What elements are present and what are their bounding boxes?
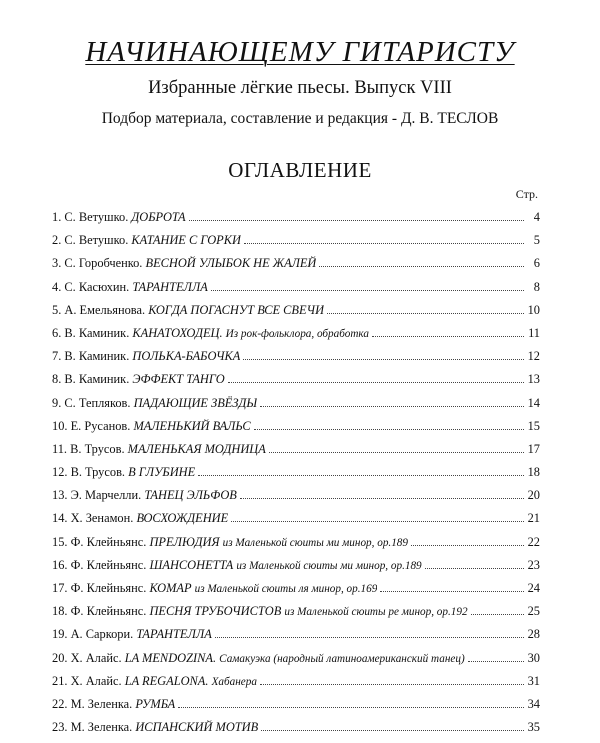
toc-entry-page: 23	[527, 557, 540, 572]
toc-entry-author: 18. Ф. Клейньянс.	[52, 604, 147, 619]
toc-entry-page: 14	[527, 395, 540, 410]
toc-entry[interactable]	[52, 720, 540, 743]
dot-leader	[178, 707, 524, 708]
dot-leader	[260, 406, 524, 407]
toc-entry-title: ТАРАНТЕЛЛА	[132, 279, 208, 294]
toc-entry-text	[52, 558, 422, 573]
toc-entry[interactable]	[52, 419, 540, 442]
dot-leader	[425, 568, 524, 569]
toc-entry-page: 5	[533, 233, 540, 248]
toc-entry-title: ШАНСОНЕТТА	[149, 557, 234, 572]
toc-entry-text	[52, 697, 175, 712]
toc-entry-author: 23. М. Зеленка.	[52, 720, 133, 735]
toc-entry[interactable]	[52, 349, 540, 372]
toc-entry-author: 12. В. Трусов.	[52, 465, 126, 480]
toc-entry-text	[52, 535, 408, 550]
toc-entry[interactable]	[52, 233, 540, 256]
toc-entry-title: КАТАНИЕ С ГОРКИ	[131, 233, 241, 248]
toc-entry[interactable]	[52, 442, 540, 465]
toc-entry-text	[52, 419, 251, 434]
toc-entry-author: 19. А. Саркори.	[52, 627, 134, 642]
toc-entry-text	[52, 349, 240, 364]
dot-leader	[240, 498, 524, 499]
dot-leader	[198, 475, 524, 476]
toc-entry-page: 28	[527, 627, 540, 642]
toc-entry[interactable]	[52, 465, 540, 488]
toc-entry-text	[52, 280, 208, 295]
toc-entry-page: 15	[527, 418, 540, 433]
dot-leader	[231, 521, 524, 522]
toc-entry-title: ИСПАНСКИЙ МОТИВ	[135, 720, 259, 735]
toc-entry-page: 18	[527, 465, 540, 480]
toc-entry-text	[52, 256, 316, 271]
toc-entry-author: 5. А. Емельянова.	[52, 302, 146, 317]
toc-entry-title: ВОСХОЖДЕНИЕ	[136, 511, 229, 526]
toc-entry-title: ЭФФЕКТ ТАНГО	[132, 372, 225, 387]
toc-entry-author: 13. Э. Марчелли.	[52, 488, 142, 503]
toc-entry-text	[52, 326, 369, 341]
toc-entry[interactable]	[52, 210, 540, 233]
toc-entry-author: 3. С. Горобченко.	[52, 256, 143, 271]
toc-entry[interactable]	[52, 558, 540, 581]
toc-entry-title: ПЕСНЯ ТРУБОЧИСТОВ	[149, 604, 282, 619]
toc-entry-text	[52, 720, 258, 735]
toc-entry[interactable]	[52, 303, 540, 326]
toc-heading: ОГЛАВЛЕНИЕ	[228, 158, 372, 182]
toc-entry-page: 24	[527, 581, 540, 595]
toc-entry[interactable]	[52, 651, 540, 674]
dot-leader	[372, 336, 524, 337]
page-subtitle: Избранные лёгкие пьесы. Выпуск VIII	[148, 78, 452, 98]
toc-entry-author: 11. В. Трусов.	[52, 441, 125, 456]
toc-entry-author: 17. Ф. Клейньянс.	[52, 581, 147, 595]
toc-entry[interactable]	[52, 488, 540, 511]
toc-entry-author: 9. С. Тепляков.	[52, 395, 131, 410]
dot-leader	[471, 614, 524, 615]
toc-entry-page: 34	[527, 696, 540, 711]
toc-entry-author: 16. Ф. Клейньянс.	[52, 557, 147, 572]
toc-entry-author: 2. С. Ветушко.	[52, 233, 129, 248]
table-of-contents	[52, 210, 540, 743]
toc-entry-title: LA MENDOZINA.	[124, 650, 217, 665]
toc-entry-author: 21. Х. Алайс.	[52, 673, 122, 688]
toc-entry-title: ТАНЕЦ ЭЛЬФОВ	[144, 488, 237, 503]
toc-entry-text	[52, 488, 237, 503]
toc-entry-title: ВЕСНОЙ УЛЫБОК НЕ ЖАЛЕЙ	[145, 256, 317, 271]
page-title: НАЧИНАЮЩЕМУ ГИТАРИСТУ	[85, 36, 515, 68]
toc-entry-title: КОМАР	[149, 581, 192, 595]
toc-entry[interactable]	[52, 581, 540, 604]
toc-entry-page: 11	[528, 325, 540, 340]
toc-entry-note: Хабанера	[211, 675, 257, 688]
toc-entry[interactable]	[52, 604, 540, 627]
toc-entry-note: из Маленькой сюиты ми минор, ор.189	[222, 536, 408, 549]
toc-entry-text	[52, 581, 377, 596]
toc-entry-text	[52, 442, 266, 457]
toc-entry-page: 22	[527, 534, 540, 549]
toc-entry-page: 10	[527, 302, 540, 317]
toc-entry-page: 21	[527, 511, 540, 526]
toc-entry-title: ПОЛЬКА-БАБОЧКА	[132, 349, 241, 364]
dot-leader	[319, 266, 524, 267]
toc-entry-author: 15. Ф. Клейньянс.	[52, 534, 147, 549]
toc-entry-title: LA REGALONA.	[124, 673, 209, 688]
toc-entry-page: 12	[527, 349, 540, 364]
toc-entry[interactable]	[52, 535, 540, 558]
toc-entry-text	[52, 233, 241, 248]
toc-entry-title: КАНАТОХОДЕЦ.	[132, 325, 223, 340]
toc-entry-text	[52, 303, 324, 318]
toc-entry[interactable]	[52, 511, 540, 534]
toc-entry-page: 13	[527, 372, 540, 387]
dot-leader	[260, 684, 524, 685]
toc-entry[interactable]	[52, 326, 540, 349]
dot-leader	[468, 661, 524, 662]
toc-entry-text	[52, 465, 195, 480]
dot-leader	[211, 290, 524, 291]
toc-entry-title: МАЛЕНЬКАЯ МОДНИЦА	[127, 441, 266, 456]
toc-entry-author: 6. В. Каминик.	[52, 325, 130, 340]
toc-entry-text	[52, 210, 186, 225]
toc-entry[interactable]	[52, 256, 540, 279]
toc-entry-note: из Маленькой сюиты ля минор, ор.169	[194, 583, 378, 595]
toc-entry-text	[52, 604, 468, 619]
toc-entry-text	[52, 372, 225, 387]
toc-entry-author: 10. Е. Русанов.	[52, 418, 131, 433]
toc-entry[interactable]	[52, 396, 540, 419]
toc-entry-text	[52, 651, 465, 666]
toc-entry-note: Из рок-фольклора, обработка	[225, 327, 369, 340]
dot-leader	[261, 730, 524, 731]
toc-entry-page: 25	[527, 604, 540, 619]
dot-leader	[411, 545, 524, 546]
toc-entry[interactable]	[52, 372, 540, 395]
toc-entry-text	[52, 627, 212, 642]
toc-entry-title: В ГЛУБИНЕ	[128, 465, 196, 480]
toc-entry-title: КОГДА ПОГАСНУТ ВСЕ СВЕЧИ	[148, 302, 325, 317]
toc-entry[interactable]	[52, 697, 540, 720]
dot-leader	[327, 313, 524, 314]
toc-entry-text	[52, 396, 257, 411]
toc-entry-page: 31	[527, 673, 540, 688]
toc-entry-author: 8. В. Каминик.	[52, 372, 130, 387]
toc-entry-note: из Маленькой сюиты ми минор, ор.189	[236, 559, 422, 572]
toc-entry-page: 30	[527, 650, 540, 665]
toc-entry-page: 17	[527, 441, 540, 456]
toc-entry-note: Самакуэка (народный латиноамериканский танец)	[219, 652, 465, 665]
dot-leader	[189, 220, 524, 221]
toc-entry-note: из Маленькой сюиты ре минор, ор.192	[284, 606, 468, 619]
toc-entry-author: 4. С. Касюхин.	[52, 279, 130, 294]
toc-entry-page: 6	[533, 256, 540, 271]
editor-credit: Подбор материала, составление и редакция - Д. В. ТЕСЛОВ	[101, 110, 499, 127]
dot-leader	[254, 429, 524, 430]
toc-entry-author: 20. Х. Алайс.	[52, 650, 122, 665]
dot-leader	[380, 591, 524, 592]
dot-leader	[215, 637, 524, 638]
toc-entry-text	[52, 511, 228, 526]
dot-leader	[269, 452, 524, 453]
toc-entry-author: 7. В. Каминик.	[52, 349, 130, 364]
dot-leader	[244, 243, 524, 244]
toc-entry-title: ПРЕЛЮДИЯ	[149, 534, 220, 549]
toc-entry-title: МАЛЕНЬКИЙ ВАЛЬС	[133, 418, 251, 433]
toc-entry-title: ТАРАНТЕЛЛА	[136, 627, 212, 642]
toc-entry-page: 20	[527, 488, 540, 503]
toc-entry-text	[52, 674, 257, 689]
toc-entry-author: 1. С. Ветушко.	[52, 210, 129, 224]
toc-entry-page: 35	[527, 720, 540, 735]
toc-entry-title: РУМБА	[135, 696, 176, 711]
dot-leader	[243, 359, 524, 360]
toc-entry[interactable]	[52, 674, 540, 697]
toc-entry-page: 4	[533, 210, 540, 224]
toc-entry-author: 14. Х. Зенамон.	[52, 511, 134, 526]
toc-entry-title: ДОБРОТА	[131, 210, 186, 224]
toc-entry[interactable]	[52, 627, 540, 650]
toc-entry-author: 22. М. Зеленка.	[52, 696, 133, 711]
toc-entry[interactable]	[52, 280, 540, 303]
toc-entry-title: ПАДАЮЩИЕ ЗВЁЗДЫ	[133, 395, 258, 410]
dot-leader	[228, 382, 524, 383]
page-column-label: Стр.	[515, 187, 538, 201]
toc-entry-page: 8	[533, 279, 540, 294]
